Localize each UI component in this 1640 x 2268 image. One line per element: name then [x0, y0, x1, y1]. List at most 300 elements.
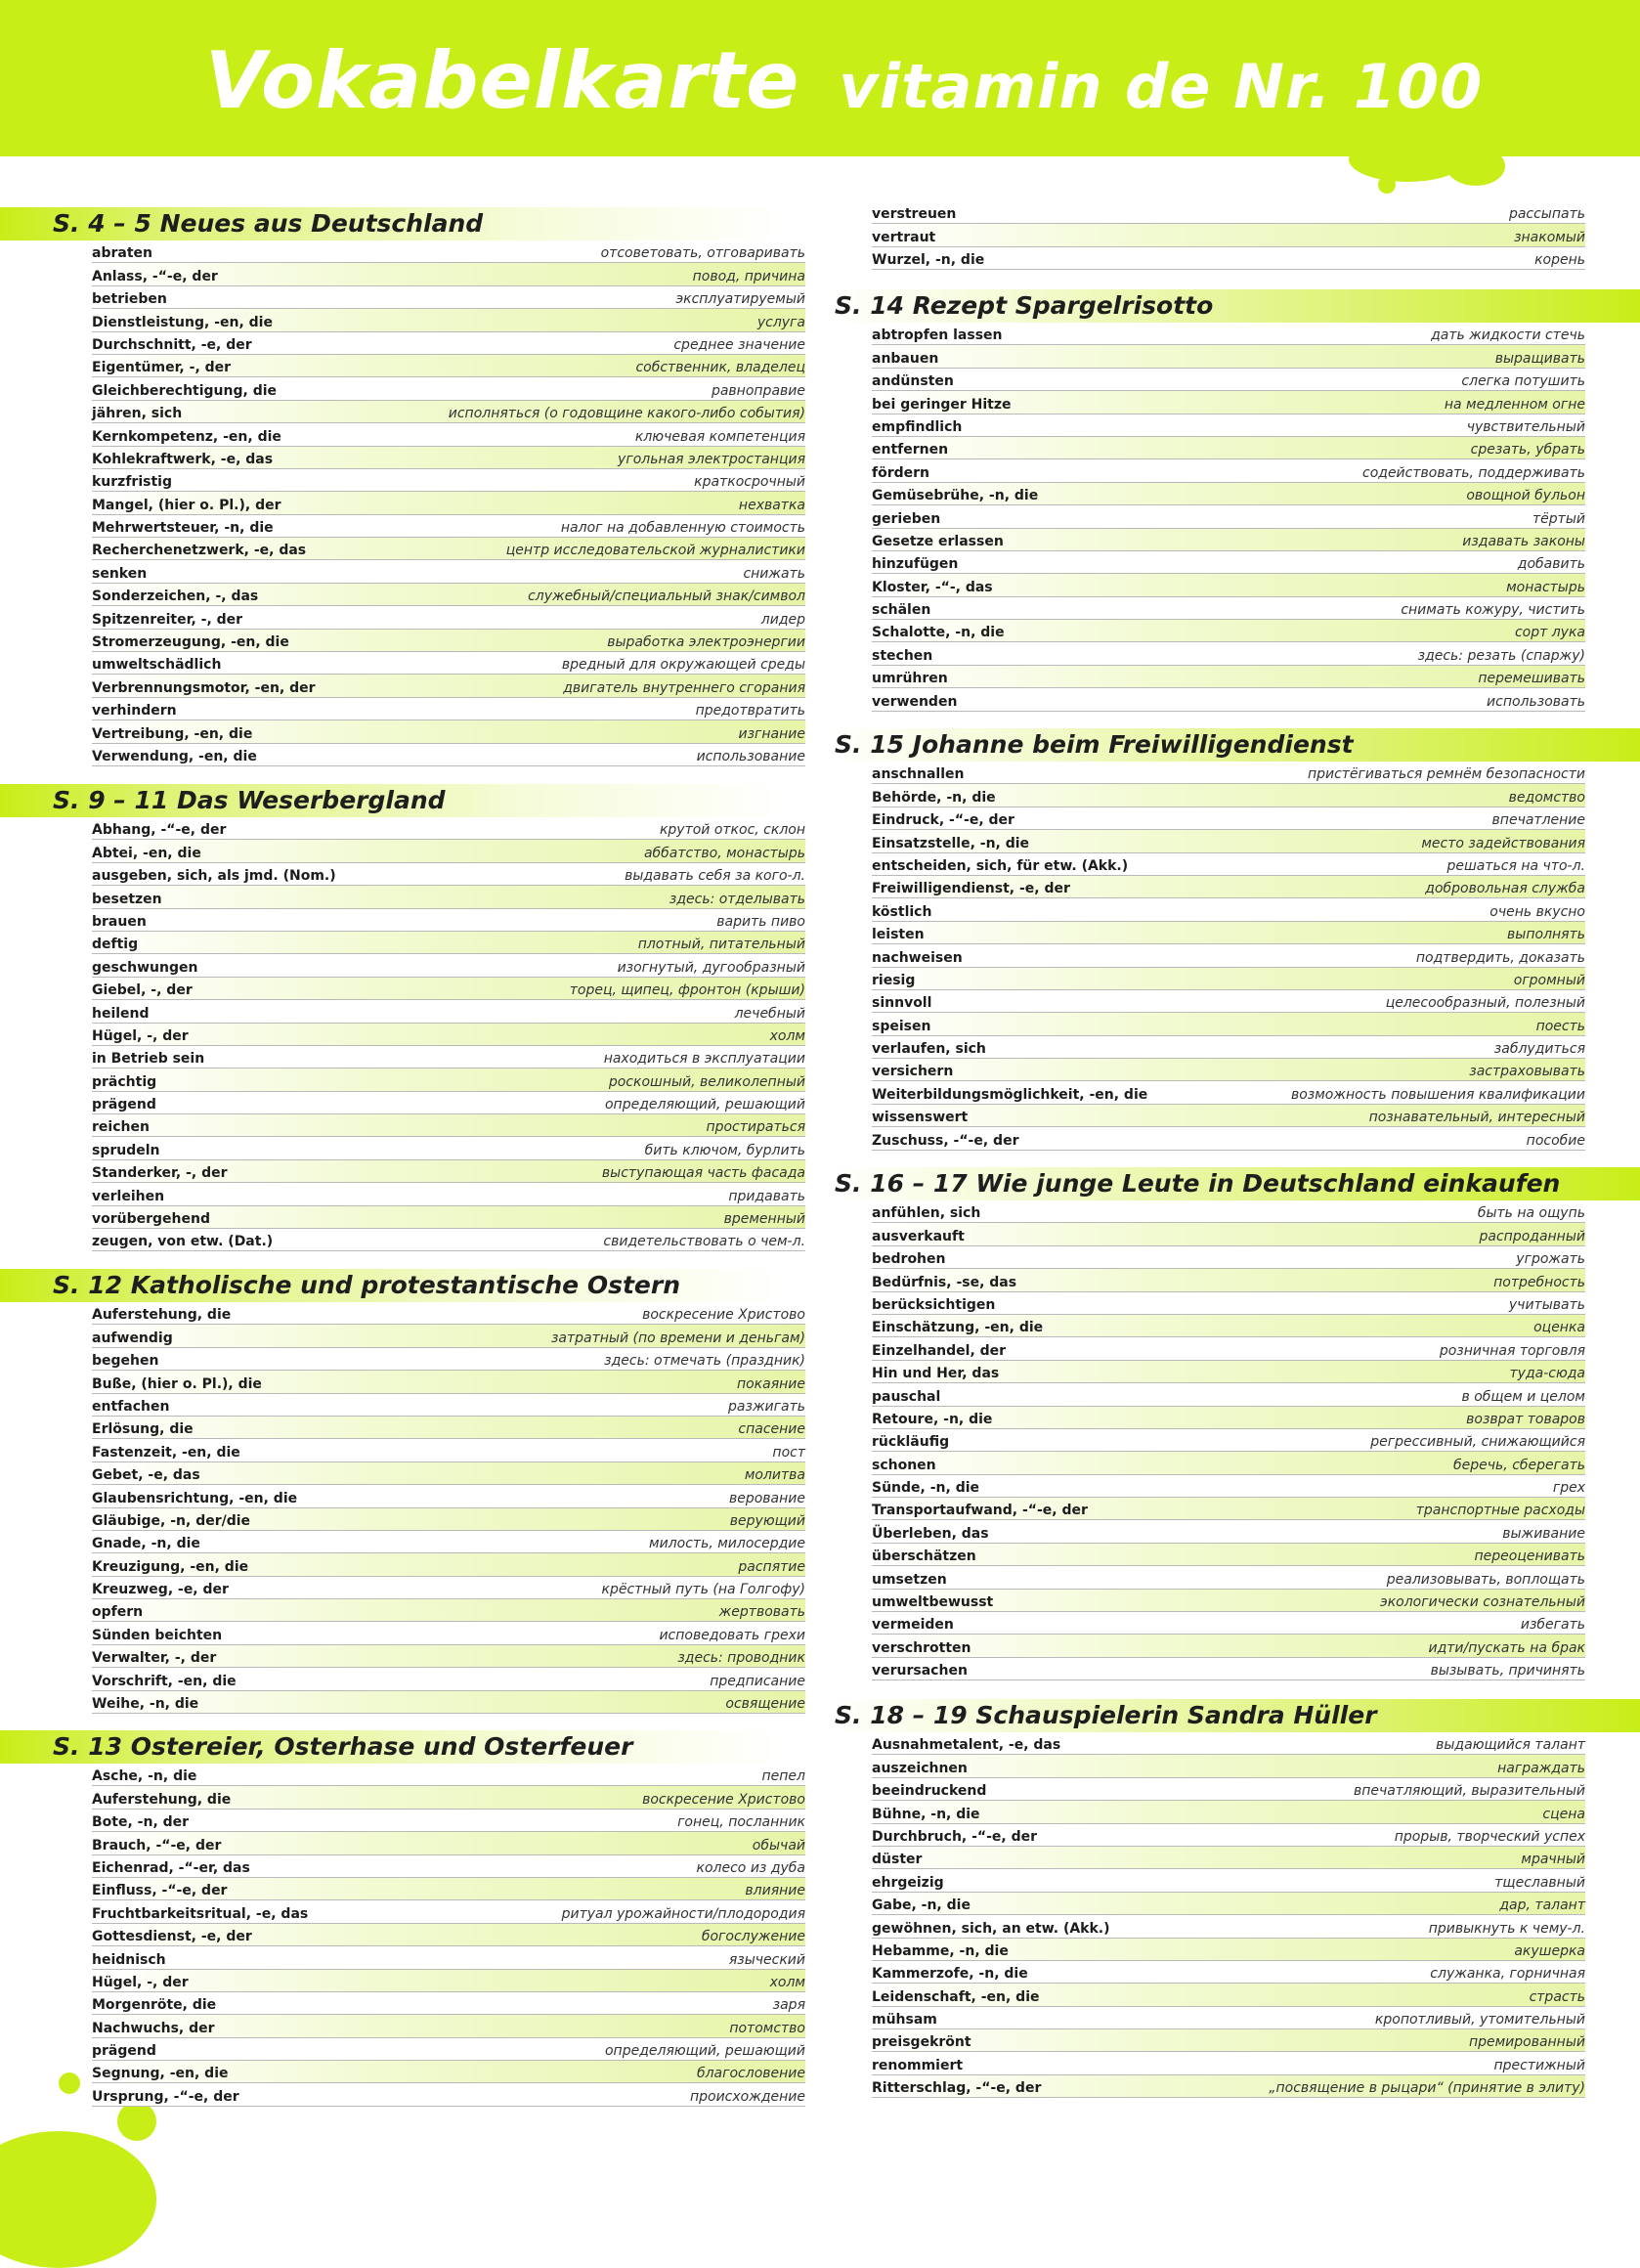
- german-word: Retoure, -n, die: [872, 1411, 993, 1427]
- splash-decoration-top-right-2: [1446, 147, 1505, 186]
- russian-translation: добровольная служба: [1425, 881, 1585, 897]
- russian-translation: эксплуатируемый: [675, 291, 805, 308]
- vocab-row: [92, 492, 805, 514]
- vocab-row: [872, 1337, 1585, 1360]
- german-word: Sonderzeichen, -, das: [92, 589, 259, 605]
- russian-translation: сцена: [1542, 1806, 1585, 1822]
- russian-translation: избегать: [1520, 1617, 1585, 1634]
- vocab-row: [872, 1915, 1585, 1938]
- russian-translation: крёстный путь (на Голгофу): [601, 1582, 805, 1598]
- german-word: Mangel, (hier o. Pl.), der: [92, 497, 281, 513]
- russian-translation: лечебный: [734, 1005, 805, 1022]
- vocab-row: [872, 1059, 1585, 1081]
- russian-translation: предотвратить: [695, 703, 805, 720]
- vocab-row: [92, 1206, 805, 1229]
- german-word: Hebamme, -n, die: [872, 1942, 1009, 1959]
- german-word: umrühren: [872, 671, 948, 687]
- vocab-row: [872, 1200, 1585, 1223]
- vocab-row: [92, 909, 805, 932]
- russian-translation: холм: [769, 1027, 805, 1044]
- vocab-row: [872, 1013, 1585, 1035]
- vocab-row: [92, 2083, 805, 2106]
- section-heading-text: S. 15 Johanne beim Freiwilligendienst: [835, 730, 1354, 759]
- russian-translation: выживание: [1502, 1525, 1585, 1542]
- vocab-row: [92, 309, 805, 331]
- vocab-row: [872, 853, 1585, 876]
- vocab-row: [92, 1371, 805, 1393]
- russian-translation: ведомство: [1508, 789, 1585, 806]
- german-word: Eindruck, -“-e, der: [872, 812, 1014, 829]
- vocab-row: [92, 1046, 805, 1069]
- russian-translation: снимать кожуру, чистить: [1401, 602, 1585, 619]
- german-word: Bedürfnis, -se, das: [872, 1274, 1017, 1290]
- russian-translation: оценка: [1533, 1320, 1585, 1336]
- russian-translation: нехватка: [738, 497, 805, 513]
- russian-translation: заря: [772, 1997, 805, 2014]
- vocab-row: [872, 944, 1585, 967]
- russian-translation: распятие: [738, 1558, 805, 1575]
- german-word: Gleichberechtigung, die: [92, 382, 278, 399]
- vocab-row: [872, 437, 1585, 459]
- german-word: verwenden: [872, 693, 958, 710]
- section-heading-text: S. 9 – 11 Das Weserbergland: [53, 786, 446, 814]
- vocab-row: [872, 1732, 1585, 1755]
- title-sub: vitamin de Nr. 100: [839, 51, 1484, 122]
- german-word: Auferstehung, die: [92, 1791, 232, 1808]
- german-word: wissenswert: [872, 1110, 969, 1126]
- section-heading-text: S. 12 Katholische und protestantische Ostern: [53, 1271, 681, 1299]
- russian-translation: овощной бульон: [1466, 488, 1585, 504]
- russian-translation: языческий: [728, 1951, 805, 1968]
- vocab-row: [92, 1832, 805, 1854]
- vocab-row: [872, 922, 1585, 944]
- german-word: verlaufen, sich: [872, 1041, 986, 1058]
- russian-translation: экологически сознательный: [1380, 1594, 1585, 1611]
- vocab-row: [872, 2075, 1585, 2098]
- vocab-row: [872, 1984, 1585, 2006]
- german-word: schonen: [872, 1457, 936, 1473]
- russian-translation: поесть: [1535, 1018, 1585, 1034]
- russian-translation: дар, талант: [1499, 1897, 1585, 1914]
- german-word: Stromerzeugung, -en, die: [92, 634, 289, 651]
- russian-translation: покаяние: [736, 1375, 805, 1392]
- russian-translation: знакомый: [1514, 229, 1585, 245]
- german-word: Hügel, -, der: [92, 1974, 189, 1990]
- german-word: ausgeben, sich, als jmd. (Nom.): [92, 868, 336, 885]
- german-word: aufwendig: [92, 1330, 173, 1346]
- vocab-row: [92, 1160, 805, 1183]
- german-word: Gebet, -e, das: [92, 1467, 200, 1484]
- german-word: auszeichnen: [872, 1760, 968, 1776]
- vocab-row: [92, 744, 805, 766]
- russian-translation: тщеславный: [1494, 1874, 1585, 1891]
- splash-decoration-top-right-3: [1378, 176, 1396, 194]
- german-word: mühsam: [872, 2012, 937, 2028]
- russian-translation: туда-сюда: [1509, 1366, 1585, 1382]
- vocab-row: [872, 1127, 1585, 1150]
- vocab-row: [872, 574, 1585, 596]
- section-heading-text: S. 16 – 17 Wie junge Leute in Deutschland einkaufen: [835, 1169, 1561, 1198]
- russian-translation: изогнутый, дугообразный: [617, 959, 805, 976]
- russian-translation: кропотливый, утомительный: [1374, 2012, 1585, 2028]
- german-word: preisgekrönt: [872, 2034, 971, 2051]
- german-word: Kammerzofe, -n, die: [872, 1966, 1028, 1983]
- vocab-row: [92, 1462, 805, 1485]
- vocab-row: [92, 332, 805, 355]
- vocab-list: [92, 817, 805, 1251]
- russian-translation: происхождение: [689, 2088, 805, 2105]
- vocab-row: [92, 423, 805, 446]
- german-word: entfachen: [92, 1398, 170, 1415]
- german-word: Weihe, -n, die: [92, 1696, 199, 1713]
- german-word: in Betrieb sein: [92, 1051, 205, 1068]
- vocab-row: [92, 840, 805, 862]
- russian-translation: потребность: [1493, 1274, 1585, 1290]
- german-word: umweltschädlich: [92, 657, 222, 674]
- vocab-row: [872, 807, 1585, 830]
- russian-translation: здесь: проводник: [677, 1650, 805, 1667]
- german-word: Buße, (hier o. Pl.), die: [92, 1375, 262, 1392]
- russian-translation: гонец, посланник: [677, 1814, 805, 1831]
- russian-translation: награждать: [1497, 1760, 1585, 1776]
- russian-translation: влияние: [745, 1883, 805, 1899]
- german-word: begehen: [92, 1353, 159, 1370]
- russian-translation: страсть: [1529, 1988, 1585, 2005]
- german-word: bei geringer Hitze: [872, 396, 1012, 413]
- german-word: betrieben: [92, 291, 167, 308]
- splash-decoration-bottom-left: [0, 2131, 156, 2268]
- german-word: Asche, -n, die: [92, 1768, 197, 1785]
- page-title: [205, 35, 1483, 126]
- german-word: beeindruckend: [872, 1783, 987, 1800]
- russian-translation: находиться в эксплуатации: [603, 1051, 805, 1068]
- german-word: verhindern: [92, 703, 177, 720]
- german-word: Kohlekraftwerk, -e, das: [92, 451, 274, 467]
- vocab-row: [872, 1778, 1585, 1801]
- vocab-row: [872, 688, 1585, 711]
- vocab-row: [92, 1508, 805, 1531]
- vocab-row: [872, 1407, 1585, 1429]
- german-word: hinzufügen: [872, 556, 959, 573]
- section-heading: [0, 207, 816, 240]
- russian-translation: колесо из дуба: [696, 1859, 805, 1876]
- german-word: Standerker, -, der: [92, 1165, 228, 1182]
- vocab-row: [872, 1105, 1585, 1127]
- vocab-row: [872, 1612, 1585, 1635]
- russian-translation: распроданный: [1479, 1228, 1585, 1244]
- russian-translation: издавать законы: [1462, 533, 1585, 549]
- vocab-row: [92, 1348, 805, 1371]
- russian-translation: служебный/специальный знак/символ: [528, 589, 805, 605]
- russian-translation: временный: [723, 1211, 805, 1228]
- section-heading-text: S. 18 – 19 Schauspielerin Sandra Hüller: [835, 1701, 1377, 1729]
- german-word: köstlich: [872, 903, 932, 920]
- german-word: fördern: [872, 464, 930, 481]
- vocab-row: [872, 391, 1585, 414]
- vocab-list: [872, 1200, 1585, 1680]
- vocab-row: [872, 990, 1585, 1013]
- russian-translation: торец, щипец, фронтон (крыши): [569, 982, 805, 999]
- russian-translation: аббатство, монастырь: [643, 845, 805, 861]
- vocab-row: [872, 1429, 1585, 1452]
- russian-translation: угольная электростанция: [618, 451, 805, 467]
- section-heading: [831, 1699, 1640, 1732]
- german-word: deftig: [92, 937, 139, 953]
- russian-translation: идти/пускать на брак: [1428, 1639, 1585, 1656]
- vocab-row: [872, 2007, 1585, 2029]
- vocab-row: [92, 1946, 805, 1969]
- german-word: Sünde, -n, die: [872, 1480, 980, 1497]
- german-word: Gesetze erlassen: [872, 533, 1004, 549]
- section-s-9-11-das-weserbergland: [0, 784, 816, 1251]
- german-word: Eichenrad, -“-er, das: [92, 1859, 250, 1876]
- russian-translation: в общем и целом: [1461, 1388, 1585, 1405]
- vocab-row: [872, 1801, 1585, 1823]
- vocab-row: [872, 1315, 1585, 1337]
- german-word: pauschal: [872, 1388, 941, 1405]
- vocab-row: [872, 2029, 1585, 2052]
- vocab-row: [92, 515, 805, 538]
- german-word: anschnallen: [872, 766, 965, 783]
- russian-translation: варить пиво: [716, 913, 805, 930]
- vocab-row: [872, 1755, 1585, 1777]
- vocab-row: [92, 1000, 805, 1023]
- vocab-row: [92, 1485, 805, 1507]
- german-word: prägend: [92, 2043, 156, 2060]
- russian-translation: благословение: [696, 2066, 805, 2082]
- russian-translation: пристёгиваться ремнём безопасности: [1307, 766, 1585, 783]
- vocab-row: [92, 932, 805, 954]
- russian-translation: застраховывать: [1469, 1064, 1585, 1080]
- german-word: verleihen: [92, 1188, 165, 1204]
- section-heading-text: S. 13 Ostereier, Osterhase und Osterfeuer: [53, 1732, 633, 1761]
- german-word: vorübergehend: [92, 1211, 211, 1228]
- vocab-row: [872, 1520, 1585, 1543]
- vocab-row: [92, 263, 805, 285]
- german-word: heidnisch: [92, 1951, 166, 1968]
- russian-translation: милость, милосердие: [649, 1536, 805, 1552]
- german-word: entfernen: [872, 442, 949, 458]
- vocab-row: [872, 1824, 1585, 1847]
- german-word: sinnvoll: [872, 995, 932, 1012]
- russian-translation: огромный: [1513, 972, 1585, 988]
- vocab-row: [92, 2038, 805, 2061]
- section-heading: [0, 1269, 816, 1302]
- vocab-row: [92, 1553, 805, 1576]
- vocab-row: [92, 1531, 805, 1553]
- vocab-row: [872, 830, 1585, 852]
- german-word: senken: [92, 565, 148, 582]
- vocab-row: [872, 1544, 1585, 1566]
- vocab-row: [92, 377, 805, 400]
- vocab-row: [872, 1939, 1585, 1961]
- german-word: ehrgeizig: [872, 1874, 944, 1891]
- vocab-row: [872, 1361, 1585, 1383]
- vocab-row: [872, 876, 1585, 898]
- russian-translation: на медленном огне: [1444, 396, 1585, 413]
- vocab-row: [872, 1475, 1585, 1498]
- german-word: abtropfen lassen: [872, 327, 1003, 344]
- vocab-row: [92, 652, 805, 675]
- german-word: geschwungen: [92, 959, 198, 976]
- german-word: düster: [872, 1852, 923, 1868]
- vocab-row: [92, 538, 805, 560]
- russian-translation: разжигать: [728, 1398, 805, 1415]
- russian-translation: богослужение: [701, 1929, 805, 1945]
- vocab-row: [92, 1970, 805, 1992]
- russian-translation: пособие: [1526, 1132, 1585, 1149]
- vocab-row: [872, 1223, 1585, 1245]
- vocab-row: [872, 1847, 1585, 1869]
- german-word: Dienstleistung, -en, die: [92, 314, 273, 330]
- vocab-row: [92, 1878, 805, 1900]
- section-heading: [831, 728, 1640, 762]
- german-word: Giebel, -, der: [92, 982, 193, 999]
- vocab-row: [872, 1036, 1585, 1059]
- russian-translation: простираться: [706, 1119, 805, 1136]
- german-word: andünsten: [872, 373, 954, 390]
- vocab-row: [872, 224, 1585, 246]
- german-word: anbauen: [872, 350, 939, 367]
- russian-translation: слегка потушить: [1461, 373, 1585, 390]
- german-word: kurzfristig: [92, 474, 172, 491]
- vocab-row: [872, 620, 1585, 642]
- russian-translation: рассыпать: [1508, 206, 1585, 223]
- vocab-list: [872, 762, 1585, 1151]
- vocab-row: [872, 1269, 1585, 1291]
- russian-translation: впечатление: [1491, 812, 1585, 829]
- header-banner: [0, 0, 1640, 156]
- vocab-row: [92, 1394, 805, 1417]
- section-s-4-5-neues-aus-deutschland: [0, 207, 816, 766]
- russian-translation: возврат товаров: [1466, 1411, 1585, 1427]
- german-word: Kreuzweg, -e, der: [92, 1582, 229, 1598]
- russian-translation: перемешивать: [1478, 671, 1585, 687]
- vocab-row: [872, 345, 1585, 368]
- russian-translation: выращивать: [1494, 350, 1585, 367]
- german-word: Einsatzstelle, -n, die: [872, 835, 1030, 851]
- russian-translation: познавательный, интересный: [1368, 1110, 1585, 1126]
- vocab-row: [92, 1645, 805, 1668]
- german-word: Durchschnitt, -e, der: [92, 336, 252, 353]
- russian-translation: холм: [769, 1974, 805, 1990]
- german-word: Brauch, -“-e, der: [92, 1837, 222, 1854]
- russian-translation: чувствительный: [1466, 418, 1585, 435]
- german-word: opfern: [92, 1604, 144, 1621]
- vocab-row: [92, 630, 805, 652]
- german-word: Einschätzung, -en, die: [872, 1320, 1044, 1336]
- vocab-row: [92, 286, 805, 309]
- german-word: abraten: [92, 245, 152, 262]
- vocab-row: [92, 978, 805, 1000]
- section-heading: [831, 1167, 1640, 1200]
- german-word: Gemüsebrühe, -n, die: [872, 488, 1039, 504]
- vocab-row: [92, 1069, 805, 1091]
- german-word: vertraut: [872, 229, 936, 245]
- german-word: Kloster, -“-, das: [872, 579, 993, 595]
- russian-translation: исповедовать грехи: [659, 1627, 805, 1643]
- russian-translation: выполнять: [1507, 927, 1585, 943]
- russian-translation: место задействования: [1421, 835, 1585, 851]
- russian-translation: прорыв, творческий успех: [1394, 1828, 1585, 1845]
- german-word: Ritterschlag, -“-e, der: [872, 2080, 1042, 2097]
- section-s-18-19-schauspielerin-sandra-h-ller: [831, 1699, 1640, 2098]
- german-word: riesig: [872, 972, 916, 988]
- russian-translation: верование: [728, 1490, 805, 1506]
- russian-translation: здесь: отделывать: [669, 891, 805, 907]
- vocab-row: [92, 1900, 805, 1923]
- vocab-row: [872, 762, 1585, 784]
- german-word: Schalotte, -n, die: [872, 625, 1005, 641]
- vocab-row: [92, 584, 805, 606]
- german-word: Gnade, -n, die: [92, 1536, 200, 1552]
- german-word: vermeiden: [872, 1617, 954, 1634]
- vocab-row: [92, 1092, 805, 1114]
- german-word: versichern: [872, 1064, 954, 1080]
- russian-translation: переоценивать: [1474, 1548, 1585, 1565]
- vocab-row: [872, 1292, 1585, 1315]
- german-word: verstreuen: [872, 206, 957, 223]
- section-s-16-17-wie-junge-leute-in-deutschland-einkaufen: [831, 1167, 1640, 1680]
- russian-translation: вредный для окружающей среды: [561, 657, 805, 674]
- german-word: Durchbruch, -“-e, der: [872, 1828, 1038, 1845]
- vocab-row: [92, 1855, 805, 1878]
- german-word: Leidenschaft, -en, die: [872, 1988, 1040, 2005]
- german-word: schälen: [872, 602, 931, 619]
- russian-translation: транспортные расходы: [1415, 1503, 1585, 1519]
- russian-translation: выдавать себя за кого-л.: [625, 868, 805, 885]
- german-word: Überleben, das: [872, 1525, 989, 1542]
- russian-translation: ритуал урожайности/плодородия: [561, 1905, 805, 1922]
- vocab-row: [92, 1668, 805, 1690]
- vocab-list: [872, 1732, 1585, 2098]
- vocab-row: [92, 560, 805, 583]
- russian-translation: придавать: [728, 1188, 805, 1204]
- russian-translation: потомство: [729, 2020, 805, 2036]
- vocab-row: [92, 1114, 805, 1137]
- german-word: gerieben: [872, 510, 941, 527]
- russian-translation: впечатляющий, выразительный: [1353, 1783, 1585, 1800]
- german-word: ausverkauft: [872, 1228, 965, 1244]
- russian-translation: использование: [696, 748, 805, 764]
- german-word: stechen: [872, 647, 933, 664]
- german-word: Vorschrift, -en, die: [92, 1673, 237, 1689]
- russian-translation: роскошный, великолепный: [608, 1073, 805, 1090]
- german-word: zeugen, von etw. (Dat.): [92, 1234, 274, 1250]
- russian-translation: регрессивный, снижающийся: [1370, 1434, 1585, 1451]
- section-s-12-katholische-und-protestantische-ostern: [0, 1269, 816, 1714]
- german-word: Kernkompetenz, -en, die: [92, 428, 281, 445]
- vocab-row: [872, 642, 1585, 665]
- german-word: Ursprung, -“-e, der: [92, 2088, 239, 2105]
- german-word: Morgenröte, die: [92, 1997, 217, 2014]
- vocab-row: [872, 483, 1585, 505]
- vocab-row: [872, 529, 1585, 551]
- vocab-row: [92, 720, 805, 743]
- russian-translation: содействовать, поддерживать: [1362, 464, 1585, 481]
- vocab-row: [92, 675, 805, 697]
- german-word: empfindlich: [872, 418, 963, 435]
- russian-translation: „посвящение в рыцари“ (принятие в элиту): [1269, 2080, 1585, 2097]
- vocab-row: [92, 954, 805, 977]
- section-heading: [0, 784, 816, 817]
- vocab-row: [872, 1498, 1585, 1520]
- russian-translation: определяющий, решающий: [604, 1097, 805, 1113]
- russian-translation: решаться на что-л.: [1446, 857, 1585, 874]
- german-word: Freiwilligendienst, -e, der: [872, 881, 1070, 897]
- german-word: Sünden beichten: [92, 1627, 223, 1643]
- russian-translation: привыкнуть к чему-л.: [1428, 1920, 1585, 1937]
